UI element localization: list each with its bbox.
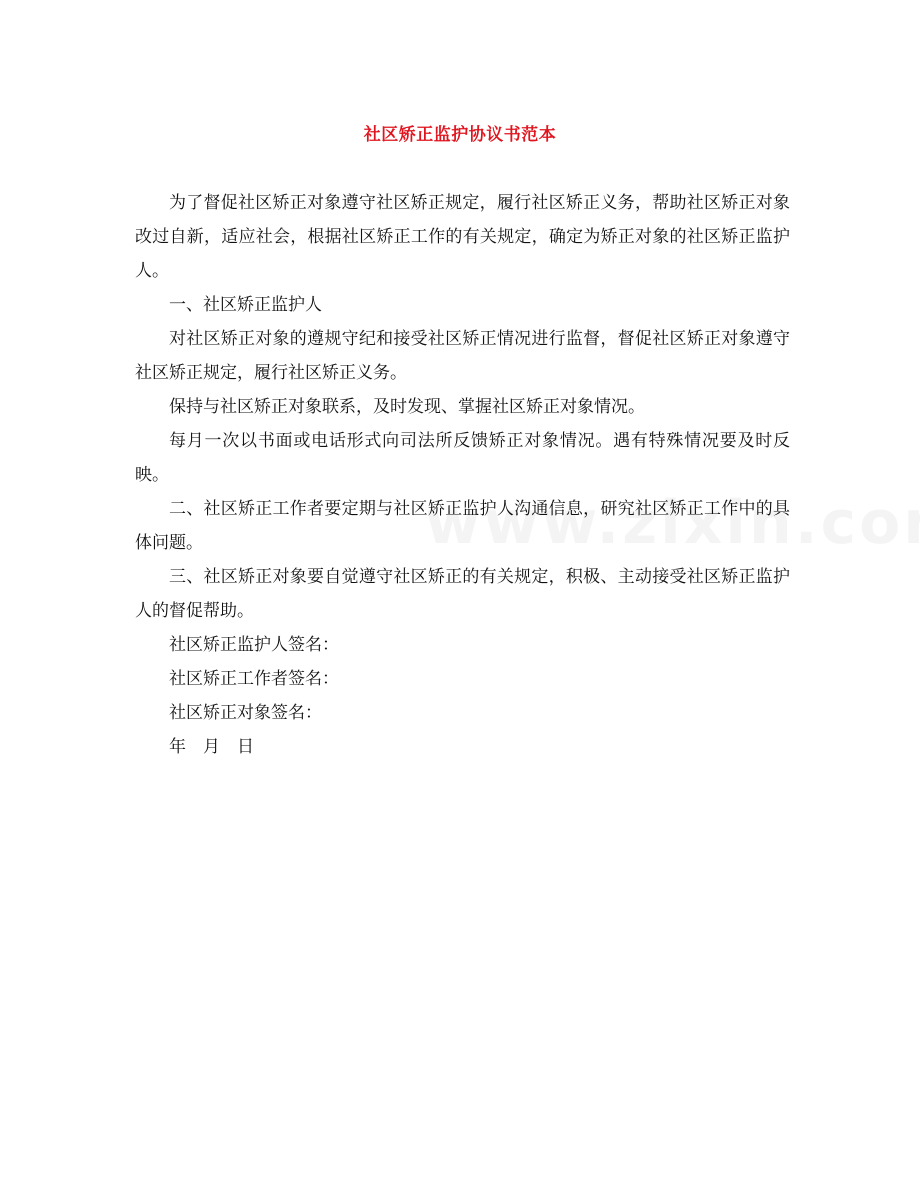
watermark xyxy=(425,488,920,558)
signature-subject: 社区矫正对象签名： xyxy=(169,703,322,723)
date-day: 日 xyxy=(237,737,254,757)
guardian-duty-supervise: 对社区矫正对象的遵规守纪和接受社区矫正情况进行监督，督促社区矫正对象遵守社区矫正规定，履行社区矫正义务。 xyxy=(135,329,790,383)
intro-paragraph: 为了督促社区矫正对象遵守社区矫正规定，履行社区矫正义务，帮助社区矫正对象改过自新，适应社会，根据社区矫正工作的有关规定，确定为矫正对象的社区矫正监护人。 xyxy=(135,193,790,281)
date-line xyxy=(135,730,790,764)
signature-worker: 社区矫正工作者签名： xyxy=(169,669,339,689)
section-subject-compliance: 三、社区矫正对象要自觉遵守社区矫正的有关规定，积极、主动接受社区矫正监护人的督促帮助。 xyxy=(135,567,790,621)
date-month: 月 xyxy=(203,737,220,757)
guardian-duty-contact: 保持与社区矫正对象联系，及时发现、掌握社区矫正对象情况。 xyxy=(169,397,645,417)
document-title: 社区矫正监护协议书范本 xyxy=(363,125,557,145)
section-heading-guardian: 一、社区矫正监护人 xyxy=(169,295,322,315)
section-worker-communication: 二、社区矫正工作者要定期与社区矫正监护人沟通信息，研究社区矫正工作中的具体问题。 xyxy=(135,499,790,553)
signature-guardian: 社区矫正监护人签名： xyxy=(169,635,339,655)
document-body xyxy=(135,186,790,764)
date-year: 年 xyxy=(169,737,186,757)
guardian-duty-report: 每月一次以书面或电话形式向司法所反馈矫正对象情况。遇有特殊情况要及时反映。 xyxy=(135,431,790,485)
